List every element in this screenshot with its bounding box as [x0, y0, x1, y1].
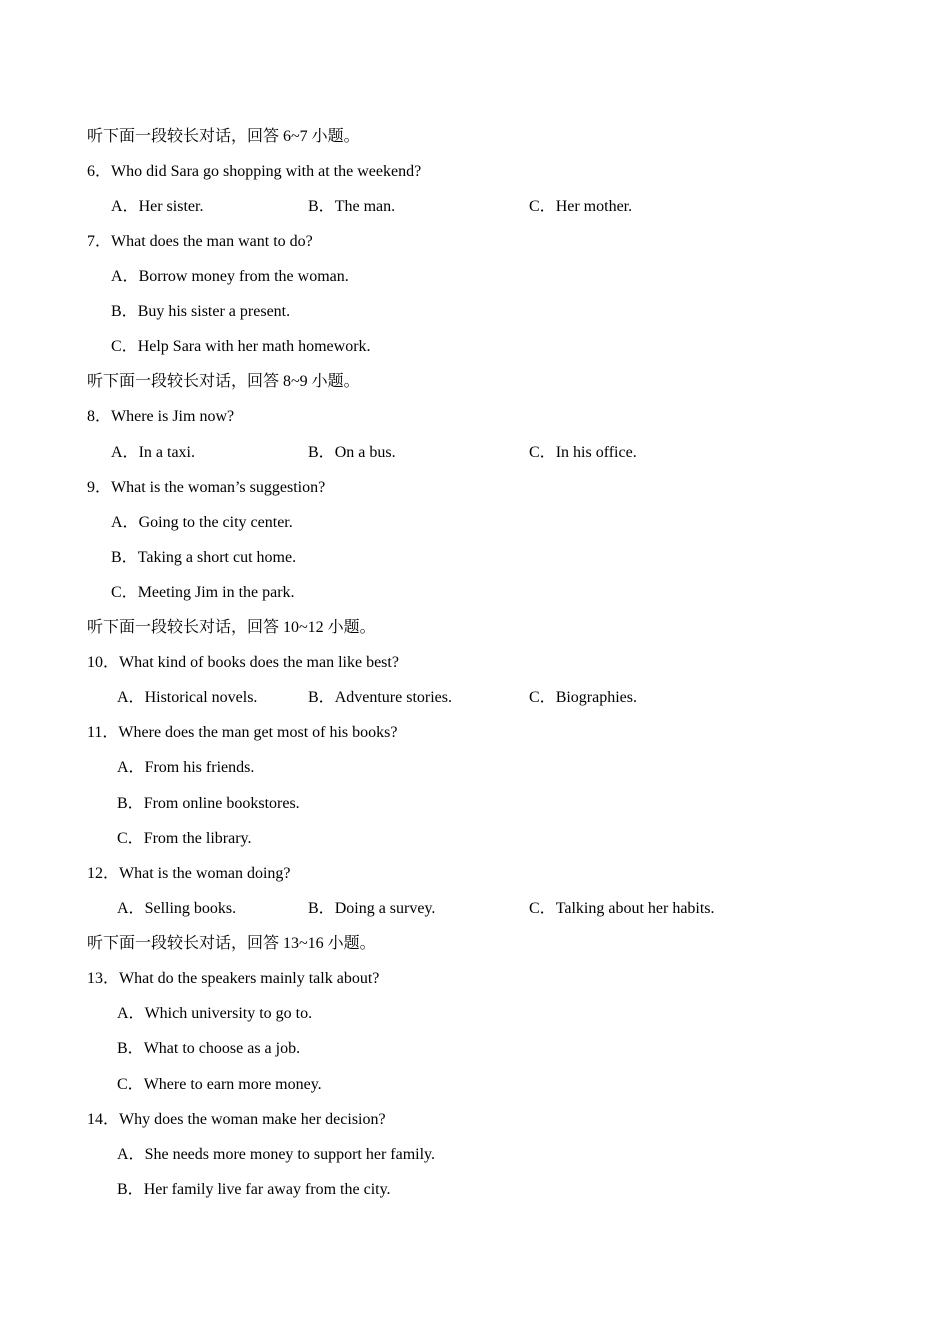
option-label: A．	[117, 900, 145, 917]
option-text: Historical novels.	[144, 689, 258, 706]
option-label: B．	[308, 689, 335, 706]
option-c	[111, 337, 371, 357]
option-a	[111, 267, 349, 287]
question-number: 13．	[87, 970, 120, 987]
question-7	[87, 232, 313, 252]
option-b	[117, 794, 300, 814]
option-text: Her sister.	[138, 198, 204, 215]
option-b	[111, 302, 290, 322]
option-c	[117, 829, 252, 849]
option-text: On a bus.	[334, 444, 396, 461]
option-text: In a taxi.	[138, 444, 195, 461]
question-number: 12．	[87, 865, 120, 882]
question-text: Why does the woman make her decision?	[119, 1111, 386, 1128]
option-label: A．	[111, 514, 139, 531]
option-text: Her mother.	[555, 198, 633, 215]
option-text: Where to earn more money.	[143, 1076, 322, 1093]
option-label: C．	[111, 584, 138, 601]
option-text: Selling books.	[144, 900, 237, 917]
question-12	[87, 864, 291, 884]
option-text: From his friends.	[144, 759, 255, 776]
question-number: 7．	[87, 233, 112, 250]
section-intro: 听下面一段较长对话，回答 13~16 小题。	[87, 935, 376, 952]
option-label: C．	[529, 900, 556, 917]
option-c	[529, 197, 632, 217]
option-label: A．	[111, 268, 139, 285]
question-number: 14．	[87, 1111, 120, 1128]
option-label: A．	[117, 1146, 145, 1163]
question-text: Where does the man get most of his books?	[118, 724, 398, 741]
option-text: Meeting Jim in the park.	[137, 584, 295, 601]
option-text: Help Sara with her math homework.	[137, 338, 371, 355]
question-text: What kind of books does the man like best?	[119, 654, 399, 671]
question-6	[87, 162, 421, 182]
option-label: A．	[111, 198, 139, 215]
option-c	[117, 1075, 322, 1095]
option-b	[308, 197, 395, 217]
option-label: C．	[529, 198, 556, 215]
question-number: 9．	[87, 479, 112, 496]
option-a	[117, 688, 257, 708]
option-label: B．	[308, 444, 335, 461]
section-intro: 听下面一段较长对话，回答 6~7 小题。	[87, 128, 360, 145]
option-text: Talking about her habits.	[555, 900, 715, 917]
option-text: From online bookstores.	[143, 795, 300, 812]
option-b	[117, 1180, 391, 1200]
option-a	[111, 197, 203, 217]
option-text: Doing a survey.	[334, 900, 436, 917]
option-c	[529, 899, 715, 919]
option-label: C．	[117, 830, 144, 847]
question-number: 10．	[87, 654, 120, 671]
option-label: C．	[111, 338, 138, 355]
option-text: Taking a short cut home.	[137, 549, 297, 566]
option-text: What to choose as a job.	[143, 1040, 301, 1057]
section-intro: 听下面一段较长对话，回答 8~9 小题。	[87, 373, 360, 390]
option-label: B．	[117, 1181, 144, 1198]
option-text: Going to the city center.	[138, 514, 293, 531]
option-label: B．	[117, 795, 144, 812]
option-text: In his office.	[555, 444, 637, 461]
option-a	[117, 1004, 312, 1024]
option-c	[529, 443, 637, 463]
option-text: Her family live far away from the city.	[143, 1181, 391, 1198]
option-b	[111, 548, 296, 568]
option-label: B．	[308, 900, 335, 917]
question-text: What is the woman doing?	[119, 865, 291, 882]
question-text: What do the speakers mainly talk about?	[119, 970, 380, 987]
option-a	[111, 513, 293, 533]
option-label: A．	[117, 1005, 145, 1022]
option-c	[111, 583, 295, 603]
option-label: B．	[111, 303, 138, 320]
option-a	[117, 1145, 435, 1165]
question-number: 6．	[87, 163, 112, 180]
option-b	[308, 688, 452, 708]
question-9	[87, 478, 325, 498]
option-b	[308, 899, 435, 919]
question-text: Who did Sara go shopping with at the weekend?	[111, 163, 422, 180]
question-text: Where is Jim now?	[111, 408, 235, 425]
option-b	[117, 1039, 300, 1059]
option-text: Which university to go to.	[144, 1005, 313, 1022]
question-text: What does the man want to do?	[111, 233, 313, 250]
option-a	[117, 899, 236, 919]
option-label: C．	[529, 444, 556, 461]
option-text: Buy his sister a present.	[137, 303, 291, 320]
option-label: C．	[529, 689, 556, 706]
option-label: A．	[117, 689, 145, 706]
section-intro: 听下面一段较长对话，回答 10~12 小题。	[87, 619, 376, 636]
option-label: B．	[308, 198, 335, 215]
option-label: A．	[117, 759, 145, 776]
question-number: 11．	[87, 724, 119, 741]
option-label: A．	[111, 444, 139, 461]
option-text: From the library.	[143, 830, 252, 847]
option-text: The man.	[334, 198, 396, 215]
option-text: She needs more money to support her family.	[144, 1146, 436, 1163]
question-text: What is the woman’s suggestion?	[111, 479, 326, 496]
option-label: B．	[111, 549, 138, 566]
question-13	[87, 969, 379, 989]
option-text: Borrow money from the woman.	[138, 268, 349, 285]
option-a	[111, 443, 195, 463]
option-label: C．	[117, 1076, 144, 1093]
option-text: Adventure stories.	[334, 689, 452, 706]
question-10	[87, 653, 399, 673]
option-a	[117, 758, 254, 778]
option-label: B．	[117, 1040, 144, 1057]
question-8	[87, 407, 234, 427]
question-14	[87, 1110, 386, 1130]
option-b	[308, 443, 396, 463]
question-number: 8．	[87, 408, 112, 425]
question-11	[87, 723, 397, 743]
option-c	[529, 688, 637, 708]
option-text: Biographies.	[555, 689, 638, 706]
